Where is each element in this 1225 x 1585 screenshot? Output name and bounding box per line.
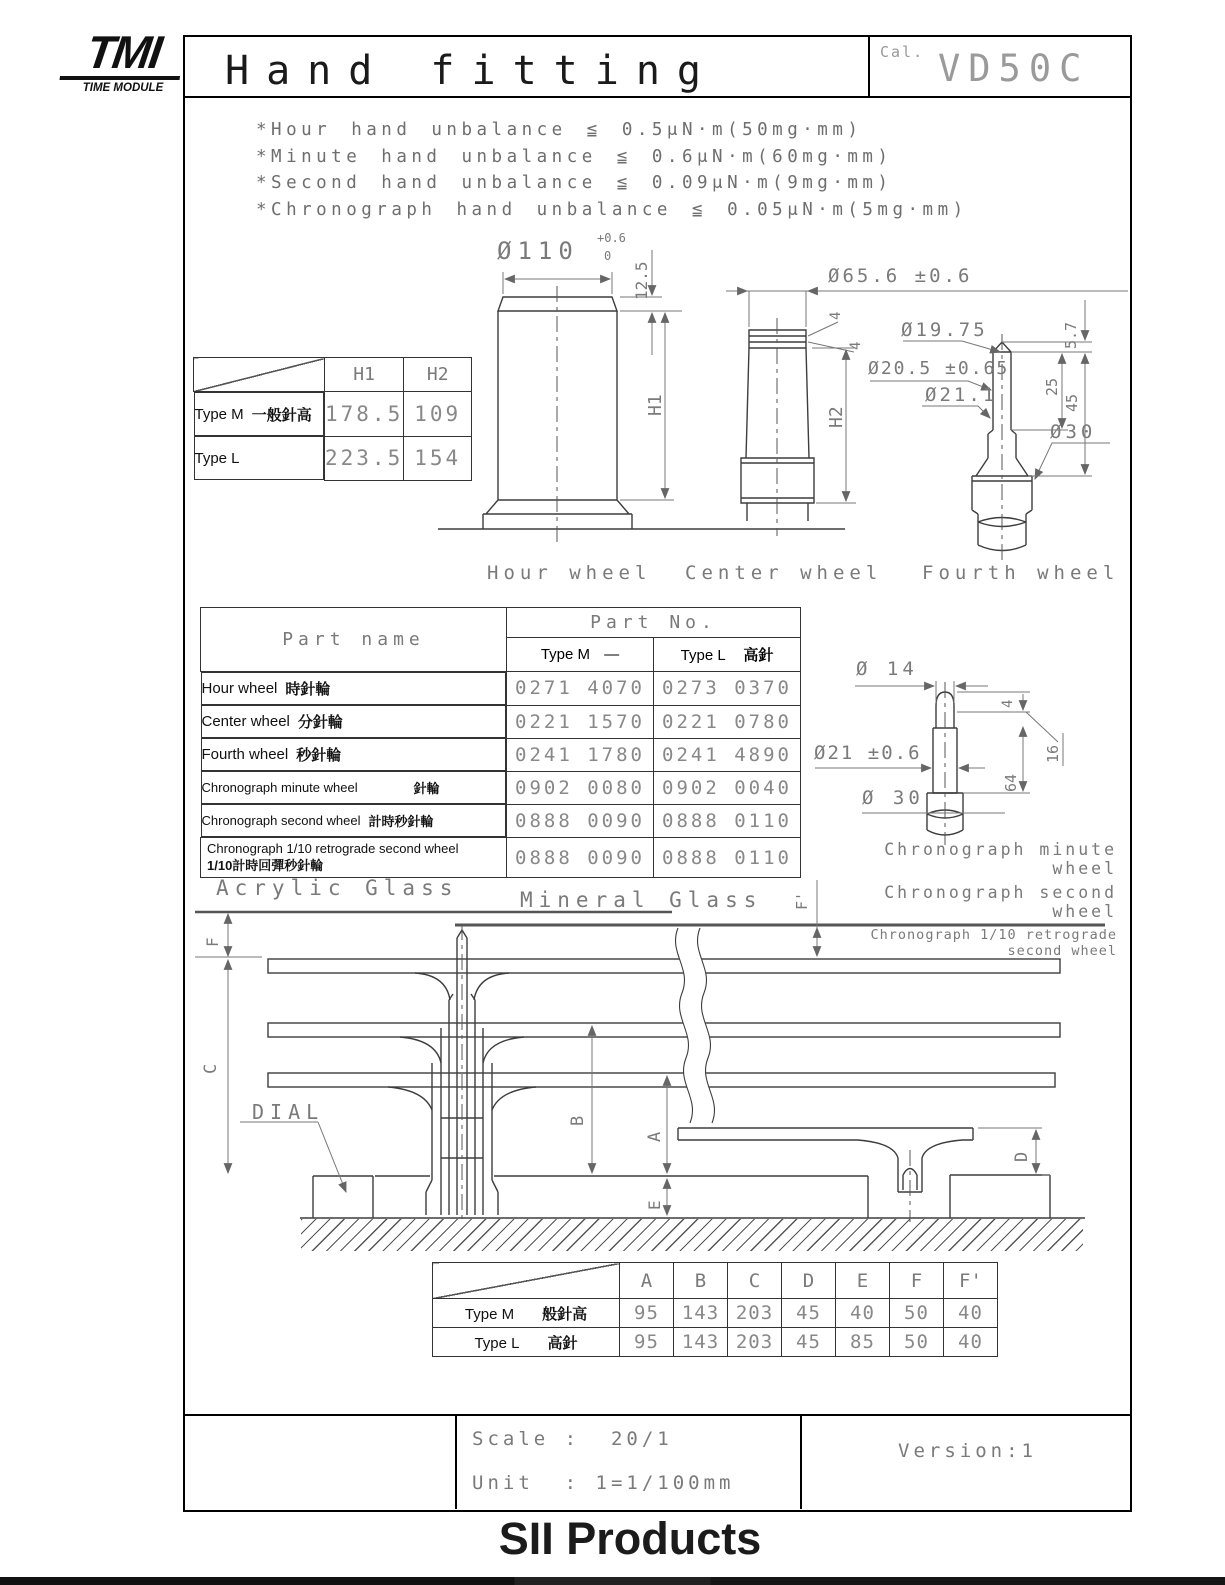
center-wheel-dim-4a: 4 — [828, 311, 844, 320]
acrylic-glass-label: Acrylic Glass — [216, 876, 459, 900]
chrono-minute-caption: Chronograph minute wheel — [884, 840, 1117, 878]
chrono-retrograde-caption: Chronograph 1/10 retrograde second wheel — [870, 927, 1117, 959]
parts-table-row: Chronograph 1/10 retrograde second wheel 1/10計時回彈秒針輪 0888 0090 0888 0110 — [201, 838, 801, 878]
fourth-wheel-dia-21-1: Ø21.1 — [925, 384, 998, 406]
height-table-row-l-label: Type L — [194, 436, 325, 480]
fourth-wheel-dim-45: 45 — [1063, 393, 1081, 412]
height-table-diagonal-cell — [194, 358, 325, 392]
unit-value: Unit : 1=1/100mm — [472, 1472, 735, 1494]
parts-table-type-l-header: Type L 高針 — [654, 638, 801, 672]
height-table — [193, 357, 472, 481]
dial-label: DIAL — [252, 1100, 325, 1124]
footer-vline-1 — [455, 1414, 457, 1509]
center-wheel-dim-4b: 4 — [848, 341, 864, 350]
chrono-wheel-dia-30: Ø 30 — [862, 787, 924, 809]
tmi-logo-text: TMI — [59, 30, 186, 80]
chrono-wheel-dim-64: 64 — [1002, 773, 1020, 792]
fourth-wheel-dia-19-75: Ø19.75 — [901, 319, 988, 341]
hour-wheel-tol-dn: 0 — [604, 249, 612, 263]
height-table-l-h2: 154 — [404, 436, 472, 480]
cal-label: Cal. — [880, 43, 925, 61]
height-table-row-m-label: Type M 一般針高 — [194, 392, 325, 436]
abc-table-row-l: Type L 高針 95 143 203 45 85 50 40 — [433, 1328, 998, 1357]
center-wheel-h2-label: H2 — [826, 406, 847, 428]
spec-line-hour: *Hour hand unbalance ≦ 0.5μN·m(50mg·mm) — [256, 120, 863, 140]
abc-header-e: E — [836, 1263, 890, 1299]
spec-line-second: *Second hand unbalance ≦ 0.09μN·m(9mg·mm) — [256, 173, 893, 193]
ground-hatch — [301, 1219, 1083, 1251]
abc-table — [432, 1262, 998, 1357]
parts-table-row: Center wheel 分針輪 0221 1570 0221 0780 — [201, 705, 801, 738]
footer-vline-2 — [800, 1414, 802, 1509]
version-value: Version:1 — [898, 1440, 1037, 1462]
dim-letter-f-prime: F' — [793, 891, 811, 910]
hour-wheel-diameter: Ø110 — [497, 237, 579, 265]
parts-table-row: Hour wheel 時針輪 0271 4070 0273 0370 — [201, 672, 801, 706]
footer-divider — [183, 1414, 1130, 1416]
height-table-header-h2: H2 — [404, 358, 472, 392]
height-table-l-h1: 223.5 — [325, 436, 404, 480]
parts-table-type-m-header: Type M — — [507, 638, 654, 672]
spec-line-minute: *Minute hand unbalance ≦ 0.6μN·m(60mg·mm) — [256, 146, 893, 167]
chrono-wheel-dim-4: 4 — [1000, 699, 1016, 708]
fourth-wheel-dim-25: 25 — [1043, 377, 1061, 396]
height-table-m-h2: 109 — [404, 392, 472, 437]
hour-wheel-cap-height: 12.5 — [632, 261, 651, 300]
height-table-m-h1: 178.5 — [325, 392, 404, 437]
spec-line-chrono: *Chronograph hand unbalance ≦ 0.05μN·m(5mg·mm) — [256, 199, 968, 220]
chrono-wheel-dia-14: Ø 14 — [856, 658, 918, 680]
abc-table-diagonal-cell — [433, 1263, 620, 1299]
abc-header-d: D — [782, 1263, 836, 1299]
mineral-glass-label: Mineral Glass — [520, 888, 763, 912]
parts-table-name-header: Part name — [201, 608, 507, 672]
parts-table-no-header: Part No. — [507, 608, 801, 638]
hour-wheel-h1-label: H1 — [645, 394, 666, 416]
abc-header-f-prime: F' — [944, 1263, 998, 1299]
dim-letter-f: F — [203, 937, 222, 947]
parts-table-row: Chronograph second wheel 計時秒針輪 0888 0090 0888 0110 — [201, 804, 801, 838]
center-wheel-diameter: Ø65.6 ±0.6 — [828, 265, 973, 287]
height-table-header-h1: H1 — [325, 358, 404, 392]
chrono-wheel-dim-16: 16 — [1044, 744, 1062, 763]
brand-text: SII Products — [498, 1513, 762, 1564]
hour-wheel-tol-up: +0.6 — [597, 231, 626, 245]
fourth-wheel-dim-5-7: 5.7 — [1062, 321, 1080, 349]
abc-header-c: C — [728, 1263, 782, 1299]
dim-letter-a: A — [645, 1131, 665, 1142]
parts-table-row: Fourth wheel 秒針輪 0241 1780 0241 4890 — [201, 738, 801, 771]
abc-table-row-m: Type M 般針高 95 143 203 45 40 50 40 — [433, 1299, 998, 1328]
chrono-second-caption: Chronograph second wheel — [884, 883, 1117, 921]
abc-header-a: A — [620, 1263, 674, 1299]
dim-letter-d: D — [1012, 1151, 1032, 1162]
dim-letter-e: E — [645, 1200, 664, 1210]
fourth-wheel-dia-20-5: Ø20.5 ±0.65 — [868, 358, 1010, 379]
scale-value: Scale : 20/1 — [472, 1428, 673, 1450]
tmi-logo-subtitle: TIME MODULE — [82, 82, 164, 94]
fourth-wheel-dia-30: Ø30 — [1050, 421, 1097, 443]
chrono-wheel-dia-21: Ø21 ±0.6 — [814, 742, 922, 764]
abc-header-b: B — [674, 1263, 728, 1299]
print-calibration-bar — [0, 1577, 1225, 1585]
dim-letter-c: C — [201, 1063, 221, 1074]
parts-table — [200, 607, 801, 878]
cal-value: VD50C — [938, 47, 1090, 90]
abc-header-f: F — [890, 1263, 944, 1299]
hour-wheel-caption: Hour wheel — [487, 562, 652, 584]
parts-table-row: Chronograph minute wheel 針輪 0902 0080 0902 0040 — [201, 771, 801, 804]
chrono-wheel-captions — [815, 840, 1117, 959]
page-title: Hand fitting — [225, 48, 718, 94]
dim-letter-b: B — [568, 1115, 588, 1126]
fourth-wheel-caption: Fourth wheel — [922, 562, 1120, 584]
center-wheel-caption: Center wheel — [685, 562, 883, 584]
